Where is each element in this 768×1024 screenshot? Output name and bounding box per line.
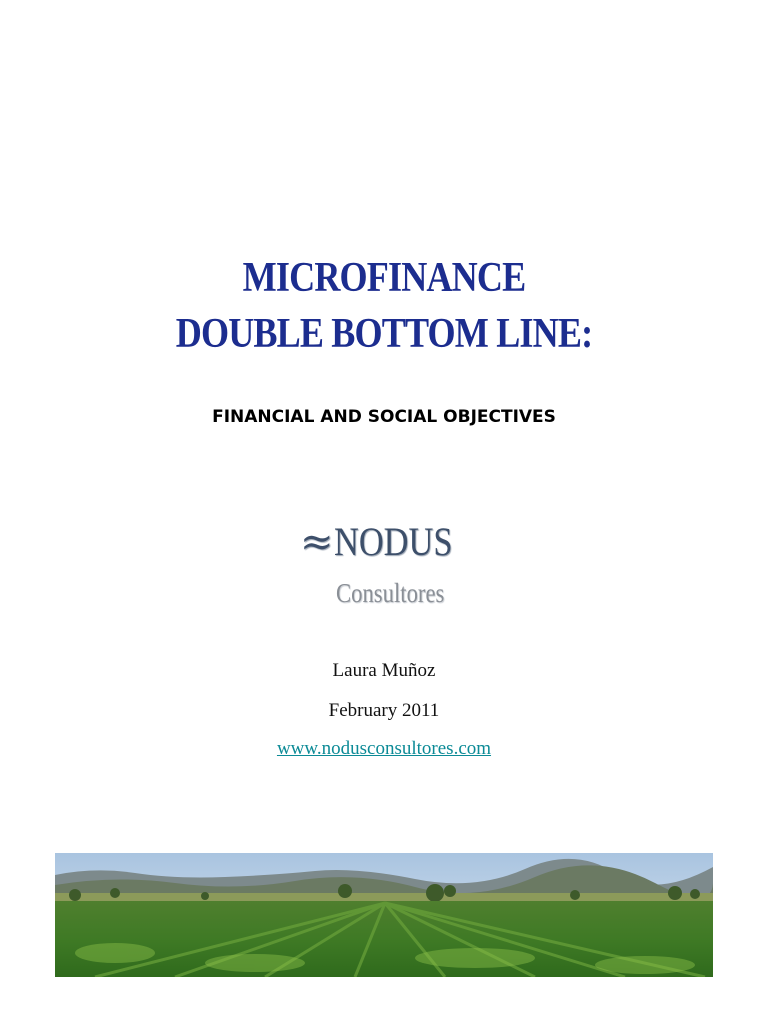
author-name: Laura Muñoz xyxy=(332,660,436,681)
nodus-logo xyxy=(300,518,480,618)
logo-name: NODUS xyxy=(334,519,453,564)
title-line-1: MICROFINANCE xyxy=(242,255,526,301)
farm-field-photo xyxy=(55,853,713,977)
presentation-title xyxy=(54,250,714,362)
title-line-2: DOUBLE BOTTOM LINE: xyxy=(175,311,593,357)
presentation-date: February 2011 xyxy=(328,700,440,721)
website-link[interactable]: www.nodusconsultores.com xyxy=(276,738,492,759)
approx-icon: ≈ xyxy=(300,519,334,565)
logo-subname: Consultores xyxy=(336,578,445,608)
presentation-subtitle: FINANCIAL AND SOCIAL OBJECTIVES xyxy=(212,407,556,427)
